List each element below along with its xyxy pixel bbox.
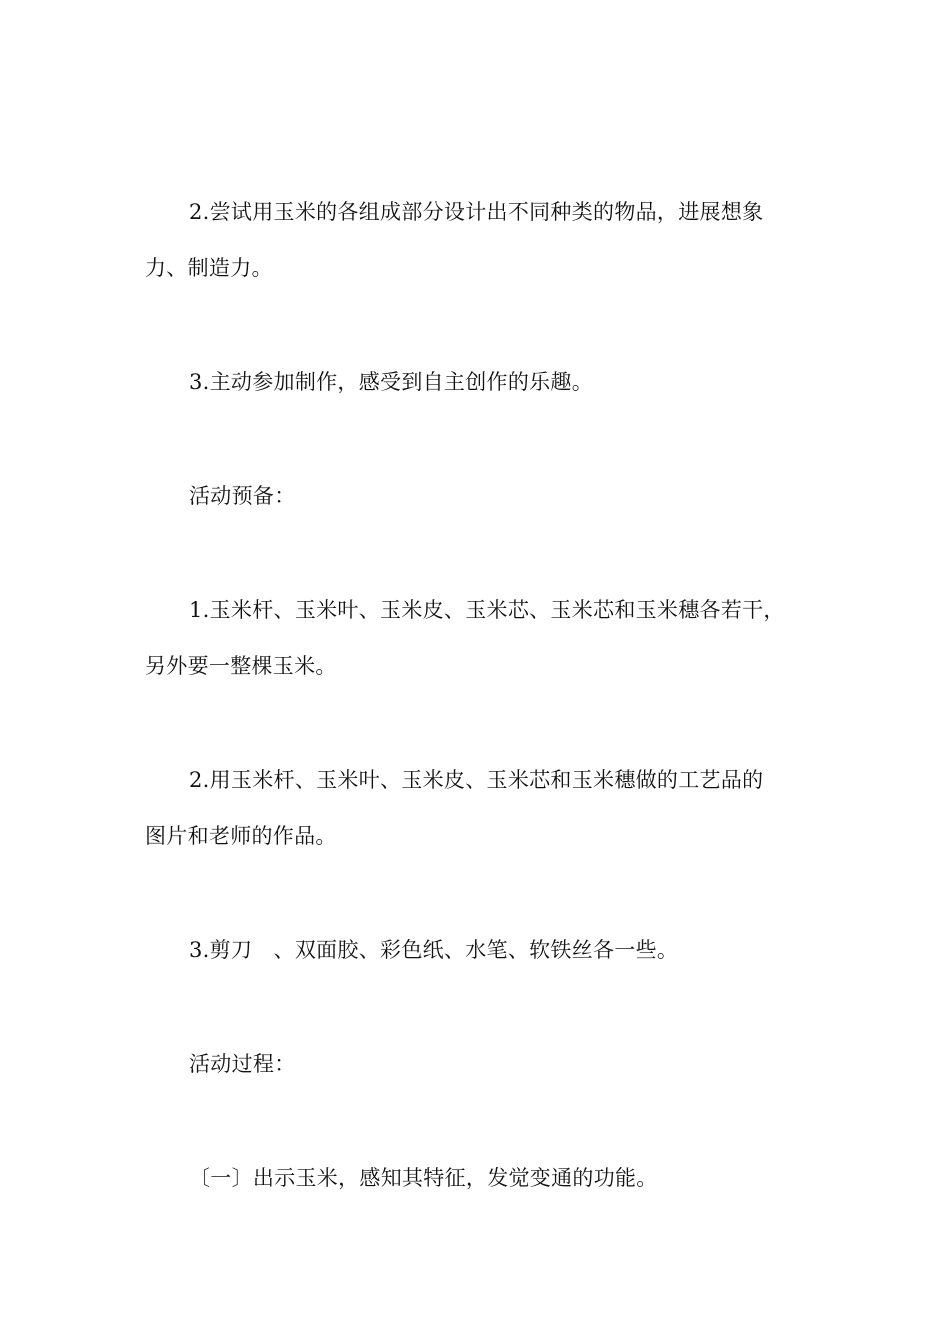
prep-1-line-1: 1.玉米杆、玉米叶、玉米皮、玉米芯、玉米芯和玉米穗各若干， <box>189 598 785 622</box>
goal-2-line-2: 力、制造力。 <box>145 256 273 280</box>
prep-heading: 活动预备： <box>189 484 296 508</box>
process-heading: 活动过程： <box>189 1052 296 1076</box>
prep-3-line-1: 3.剪刀 、双面胶、彩色纸、水笔、软铁丝各一些。 <box>189 938 679 962</box>
process-1-line-1: 〔一〕出示玉米，感知其特征，发觉变通的功能。 <box>189 1166 658 1190</box>
goal-3-line-1: 3.主动参加制作，感受到自主创作的乐趣。 <box>189 370 594 394</box>
prep-1-line-2: 另外要一整棵玉米。 <box>145 654 337 678</box>
prep-2-line-2: 图片和老师的作品。 <box>145 824 337 848</box>
goal-2-line-1: 2.尝试用玉米的各组成部分设计出不同种类的物品，进展想象 <box>189 200 764 224</box>
prep-2-line-1: 2.用玉米杆、玉米叶、玉米皮、玉米芯和玉米穗做的工艺品的 <box>189 768 764 792</box>
